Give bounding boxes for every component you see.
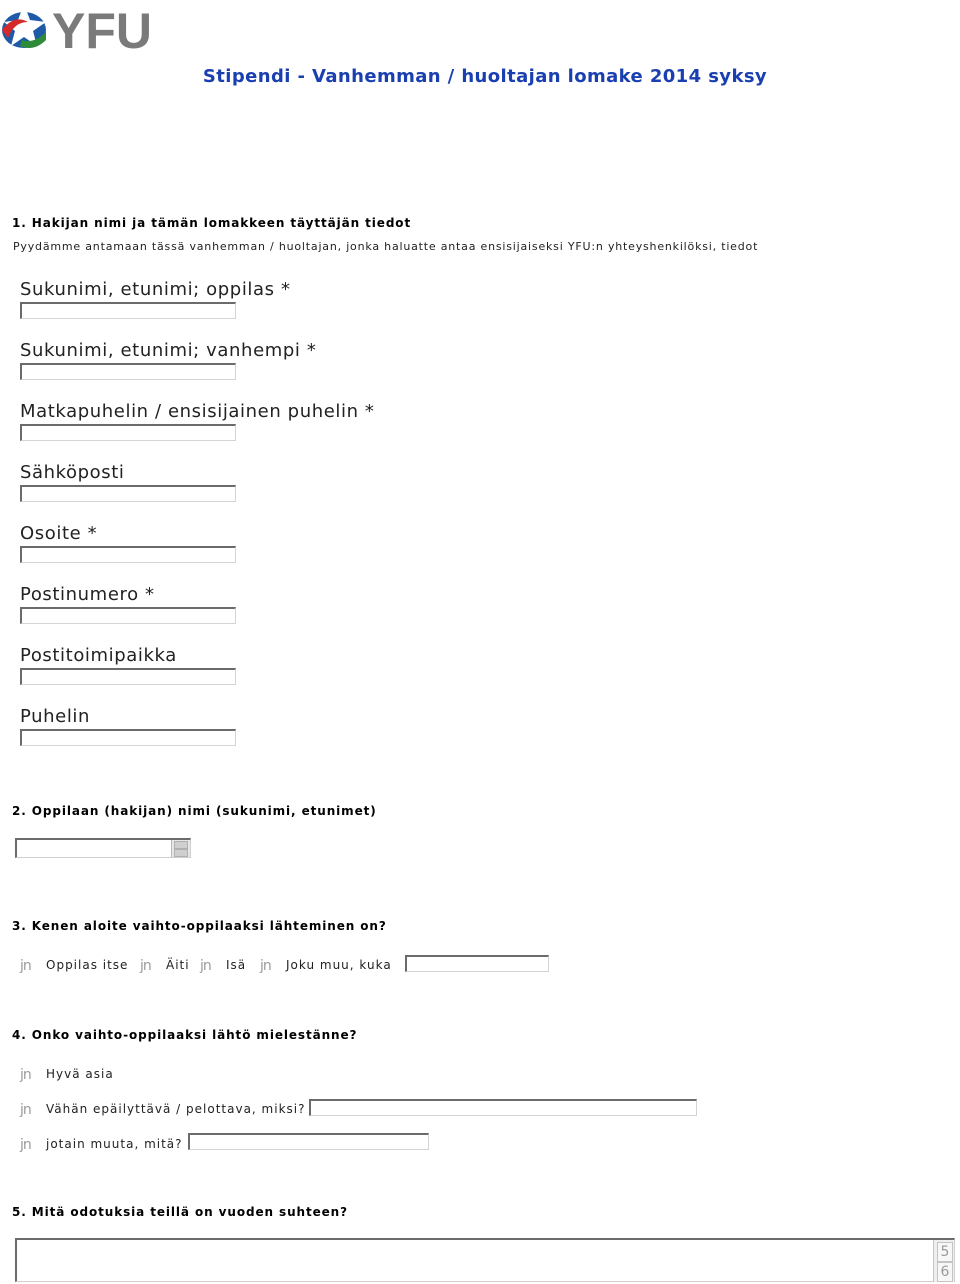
radio-father[interactable]: jn	[200, 958, 211, 974]
textarea-scrollbar[interactable]	[933, 1240, 954, 1282]
field-label-phone: Puhelin	[20, 706, 91, 727]
option-father-label: Isä	[226, 958, 247, 972]
option-doubtful-label: Vähän epäilyttävä / pelottava, miksi?	[46, 1102, 306, 1116]
field-label-postal-code: Postinumero *	[20, 584, 155, 605]
address-input[interactable]	[20, 546, 236, 563]
postal-code-input[interactable]	[20, 607, 236, 624]
logo-wordmark: YFU	[52, 3, 152, 56]
email-input[interactable]	[20, 485, 236, 502]
city-input[interactable]	[20, 668, 236, 685]
field-label-student-name: Sukunimi, etunimi; oppilas *	[20, 279, 291, 300]
yfu-logo	[0, 0, 190, 56]
section5-heading: 5. Mitä odotuksia teillä on vuoden suhteen?	[12, 1205, 348, 1219]
page-title: Stipendi - Vanhemman / huoltajan lomake 2014 syksy	[202, 66, 768, 87]
option-something-else-label: jotain muuta, mitä?	[46, 1137, 183, 1151]
field-label-parent-name: Sukunimi, etunimi; vanhempi *	[20, 340, 317, 361]
applicant-name-textarea[interactable]	[15, 838, 191, 858]
other-initiator-input[interactable]	[405, 955, 549, 972]
option-student-label: Oppilas itse	[46, 958, 129, 972]
something-else-input[interactable]	[188, 1133, 429, 1150]
doubtful-reason-input[interactable]	[309, 1099, 697, 1116]
scroll-up-icon[interactable]	[174, 841, 188, 849]
textarea-scrollbar[interactable]	[171, 840, 190, 857]
option-other-label: Joku muu, kuka	[286, 958, 392, 972]
field-label-address: Osoite *	[20, 523, 98, 544]
radio-good-thing[interactable]: jn	[20, 1067, 31, 1083]
scroll-down-icon[interactable]: 6	[937, 1262, 953, 1282]
student-name-input[interactable]	[20, 302, 236, 319]
radio-something-else[interactable]: jn	[20, 1137, 31, 1153]
radio-doubtful[interactable]: jn	[20, 1102, 31, 1118]
section1-heading: 1. Hakijan nimi ja tämän lomakkeen täyttäjän tiedot	[12, 216, 412, 230]
scroll-down-icon[interactable]	[174, 849, 188, 857]
radio-other[interactable]: jn	[260, 958, 271, 974]
radio-student[interactable]: jn	[20, 958, 31, 974]
section4-heading: 4. Onko vaihto-oppilaaksi lähtö mielestänne?	[12, 1028, 358, 1042]
parent-name-input[interactable]	[20, 363, 236, 380]
mobile-phone-input[interactable]	[20, 424, 236, 441]
field-label-city: Postitoimipaikka	[20, 645, 177, 666]
section2-heading: 2. Oppilaan (hakijan) nimi (sukunimi, etunimet)	[12, 804, 377, 818]
phone-input[interactable]	[20, 729, 236, 746]
option-mother-label: Äiti	[166, 958, 190, 972]
section1-description: Pyydämme antamaan tässä vanhemman / huoltajan, jonka haluatte antaa ensisijaiseksi YFU:n yhteyshenkilöksi, tiedot	[13, 240, 759, 253]
scroll-up-icon[interactable]: 5	[937, 1242, 953, 1262]
field-label-mobile: Matkapuhelin / ensisijainen puhelin *	[20, 401, 375, 422]
field-label-email: Sähköposti	[20, 462, 125, 483]
expectations-textarea[interactable]	[15, 1238, 955, 1282]
radio-mother[interactable]: jn	[140, 958, 151, 974]
option-good-thing-label: Hyvä asia	[46, 1067, 114, 1081]
section3-heading: 3. Kenen aloite vaihto-oppilaaksi lähteminen on?	[12, 919, 387, 933]
